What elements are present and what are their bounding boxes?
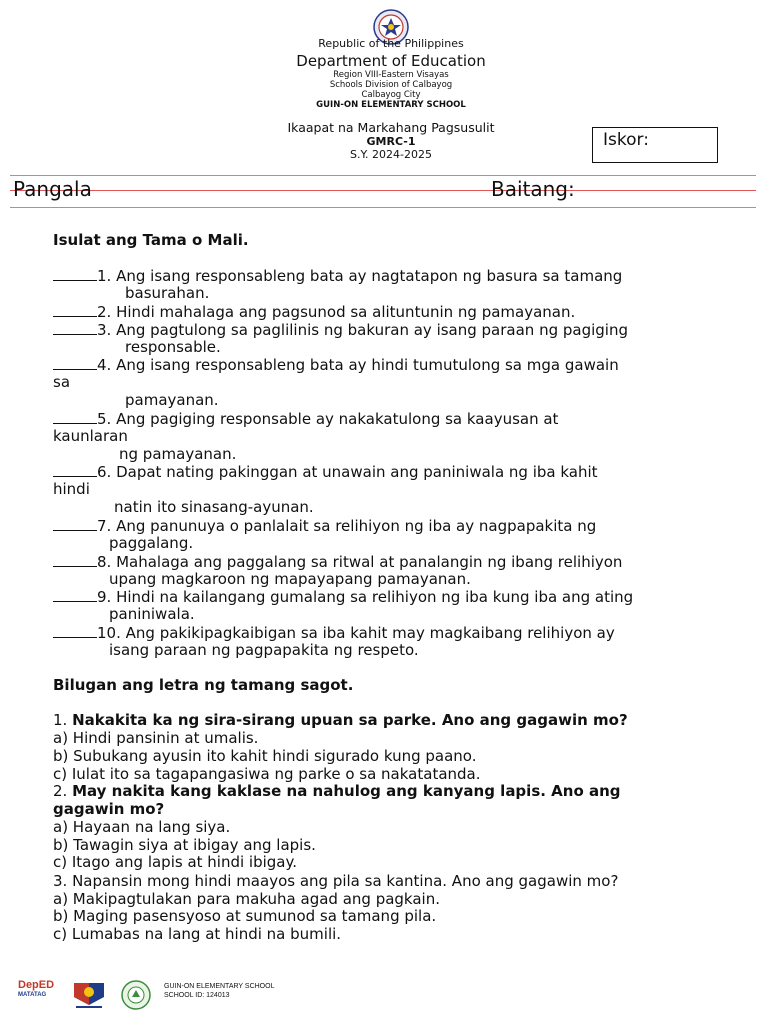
republic-text: Republic of the Philippines [318,37,464,50]
part1-instruction: Isulat ang Tama o Mali. [53,231,249,249]
school-year: S.Y. 2024-2025 [350,148,432,161]
answer-blank[interactable] [53,587,97,602]
answer-blank[interactable] [53,516,97,531]
answer-blank[interactable] [53,320,97,335]
answer-blank[interactable] [53,623,97,638]
choice-item[interactable]: c) Itago ang lapis at hindi ibigay. [53,853,298,871]
list-item: 9. Hindi na kailangang gumalang sa relihiyon ng iba kung iba ang ating paniniwala. [53,587,743,606]
department-text: Department of Education [296,52,486,70]
list-item: 8. Mahalaga ang paggalang sa ritwal at panalangin ng ibang relihiyon upang magkaroon ng mapayapang pamayanan. [53,552,743,571]
part2-instruction: Bilugan ang letra ng tamang sagot. [53,676,354,694]
score-box[interactable] [592,127,718,163]
list-item: 5. Ang pagiging responsable ay nakakatulong sa kaayusan at kaunlaran ng pamayanan. [53,410,559,463]
bagong-pilipinas-logo [70,979,108,1011]
choice-item[interactable]: a) Makipagtulakan para makuha agad ang pagkain. [53,890,440,908]
name-underline [10,190,756,191]
question-2: 2. May nakita kang kaklase na nahulog ang kanyang lapis. Ano ang [53,782,621,800]
name-label: Pangala [13,177,92,201]
answer-blank[interactable] [53,552,97,567]
footer-school-info: GUIN-ON ELEMENTARY SCHOOL SCHOOL ID: 124013 [164,983,275,999]
exam-title: Ikaapat na Markahang Pagsusulit [287,120,495,135]
divider-line [10,175,756,176]
answer-blank[interactable] [53,409,97,424]
list-item: 10. Ang pakikipagkaibigan sa iba kahit may magkaibang relihiyon ay isang paraan ng pagpapakita ng respeto. [53,623,743,642]
list-item: 3. Ang pagtulong sa paglilinis ng bakuran ay isang paraan ng pagiging responsable. [53,320,743,339]
subject-code: GMRC-1 [366,135,416,148]
question-1: 1. Nakakita ka ng sira-sirang upuan sa parke. Ano ang gagawin mo? [53,711,628,729]
choice-item[interactable]: b) Subukang ayusin ito kahit hindi sigurado kung paano. [53,747,477,765]
region-text: Region VIII-Eastern Visayas [333,70,449,80]
grade-label: Baitang: [491,177,575,201]
answer-blank[interactable] [53,302,97,317]
divider-line [10,207,756,208]
choice-item[interactable]: a) Hayaan na lang siya. [53,818,231,836]
list-item: 7. Ang panunuya o panlalait sa relihiyon ng iba ay nagpapakita ng paggalang. [53,516,743,535]
city-text: Calbayog City [361,90,421,100]
choice-item[interactable]: b) Tawagin siya at ibigay ang lapis. [53,836,316,854]
answer-blank[interactable] [53,462,97,477]
deped-matatag-logo: DepED MATATAG [18,979,55,998]
school-seal-icon [120,979,152,1011]
question-3: 3. Napansin mong hindi maayos ang pila sa kantina. Ano ang gagawin mo? [53,872,619,890]
answer-blank[interactable] [53,266,97,281]
choice-item[interactable]: a) Hindi pansinin at umalis. [53,729,259,747]
answer-blank[interactable] [53,355,97,370]
score-label: Iskor: [603,130,649,150]
choice-item[interactable]: b) Maging pasensyoso at sumunod sa tamang pila. [53,907,437,925]
choice-item[interactable]: c) Iulat ito sa tagapangasiwa ng parke o sa nakatatanda. [53,765,481,783]
choice-item[interactable]: c) Lumabas na lang at hindi na bumili. [53,925,342,943]
list-item: 1. Ang isang responsableng bata ay nagtatapon ng basura sa tamang basurahan. [53,266,743,285]
list-item: 2. Hindi mahalaga ang pagsunod sa alituntunin ng pamayanan. [53,302,743,321]
question-2-cont: gagawin mo? [53,800,165,818]
school-name: GUIN-ON ELEMENTARY SCHOOL [316,100,466,110]
list-item: 6. Dapat nating pakinggan at unawain ang paniniwala ng iba kahit hindi natin ito sinasang-ayunan. [53,463,598,516]
division-text: Schools Division of Calbayog [329,80,453,90]
list-item: 4. Ang isang responsableng bata ay hindi tumutulong sa mga gawain sa pamayanan. [53,356,619,409]
